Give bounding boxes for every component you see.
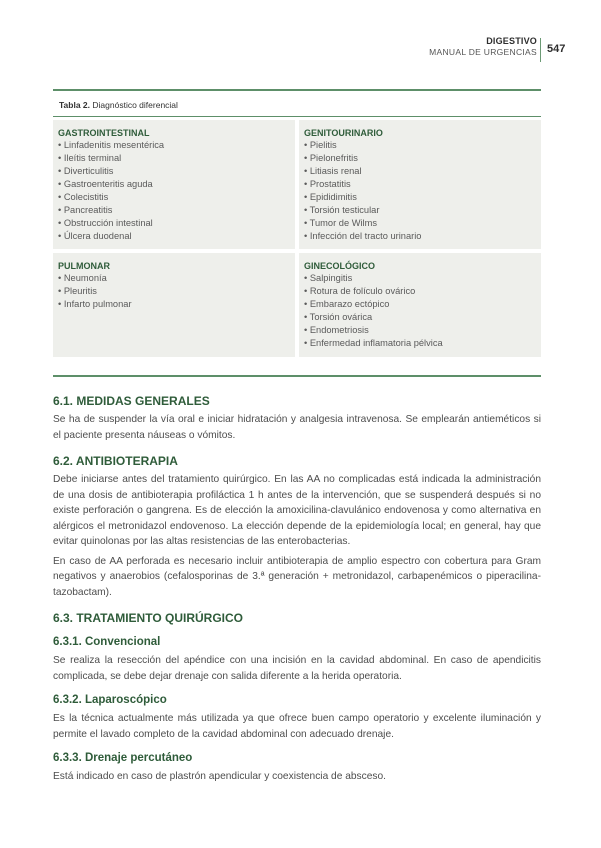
list-item: • Rotura de folículo ovárico (304, 285, 536, 298)
list-item: • Torsión testicular (304, 204, 536, 217)
section-heading-6-1: 6.1. MEDIDAS GENERALES (53, 394, 210, 408)
list-item: • Prostatitis (304, 178, 536, 191)
list-item: • Epididimitis (304, 191, 536, 204)
section-heading-6-3: 6.3. TRATAMIENTO QUIRÚRGICO (53, 611, 244, 625)
cell-list (304, 139, 536, 243)
list-item: • Diverticulitis (58, 165, 290, 178)
table-caption (59, 100, 178, 110)
list-item: • Neumonía (58, 272, 290, 285)
list-item: • Tumor de Wilms (304, 217, 536, 230)
list-item: • Infección del tracto urinario (304, 230, 536, 243)
table-label: Tabla 2. (59, 100, 91, 110)
page-number: 547 (547, 43, 566, 55)
table-bottom-rule (53, 375, 541, 377)
list-item: • Gastroenteritis aguda (58, 178, 290, 191)
list-item: • Enfermedad inflamatoria pélvica (304, 337, 536, 350)
table-title: Diagnóstico diferencial (92, 100, 178, 110)
cell-heading: GINECOLÓGICO (304, 261, 376, 271)
table-caption-rule (53, 116, 541, 117)
list-item: • Pancreatitis (58, 204, 290, 217)
list-item: • Obstrucción intestinal (58, 217, 290, 230)
cell-list (58, 139, 290, 243)
list-item: • Pleuritis (58, 285, 290, 298)
list-item: • Pielitis (304, 139, 536, 152)
table-cell-gastrointestinal (53, 120, 295, 249)
subsection-heading-6-3-2: 6.3.2. Laparoscópico (53, 694, 167, 706)
cell-list (304, 272, 536, 350)
table-cell-pulmonar (53, 253, 295, 357)
running-header (429, 36, 537, 57)
subsection-heading-6-3-1: 6.3.1. Convencional (53, 636, 161, 648)
paragraph: En caso de AA perforada es necesario incluir antibioterapia de amplio espectro con cobertura para Gram negativos y anaerobios (cefalosporinas de 3.ª generación + metronidazol, carbapenémicos o piperacilina-tazobactam). (53, 555, 541, 598)
list-item: • Pielonefritis (304, 152, 536, 165)
cell-heading: GENITOURINARIO (304, 128, 383, 138)
header-divider (540, 38, 541, 62)
differential-table (53, 120, 541, 357)
list-item: • Salpingitis (304, 272, 536, 285)
section-heading-6-2: 6.2. ANTIBIOTERAPIA (53, 454, 178, 468)
table-cell-ginecologico (299, 253, 541, 357)
cell-list (58, 272, 290, 311)
list-item: • Úlcera duodenal (58, 230, 290, 243)
cell-heading: GASTROINTESTINAL (58, 128, 150, 138)
paragraph: Debe iniciarse antes del tratamiento quirúrgico. En las AA no complicadas está indicada la administración de una dosis de antibioterapia profiláctica 1 h antes de la intervención, que se suspenderá después si no existe perforación o gangrena. Es de elección la amoxicilina-clavulánico endovenosa y como alternativa en alérgicos el metronidazol endovenoso. La elección depende de la epidemiología local; en general, hay que evitar quinolonas por las altas resistencias de las enterobacterias. (53, 474, 541, 547)
list-item: • Endometriosis (304, 324, 536, 337)
paragraph: Se realiza la resección del apéndice con una incisión en la cavidad abdominal. En caso de apendicitis complicada, se debe dejar drenaje con salida diferente a la herida operatoria. (53, 655, 541, 682)
list-item: • Ileítis terminal (58, 152, 290, 165)
list-item: • Litiasis renal (304, 165, 536, 178)
list-item: • Linfadenitis mesentérica (58, 139, 290, 152)
subsection-heading-6-3-3: 6.3.3. Drenaje percutáneo (53, 752, 193, 764)
paragraph: Se ha de suspender la vía oral e iniciar hidratación y analgesia intravenosa. Se emplearán antieméticos si el paciente presenta náuseas o vómitos. (53, 414, 541, 441)
list-item: • Embarazo ectópico (304, 298, 536, 311)
table-cell-genitourinario (299, 120, 541, 249)
header-subtitle: MANUAL DE URGENCIAS (429, 46, 537, 57)
paragraph: Es la técnica actualmente más utilizada ya que ofrece buen campo operatorio y excelente iluminación y permite el lavado completo de la cavidad abdominal con adecuado drenaje. (53, 713, 541, 740)
cell-heading: PULMONAR (58, 261, 110, 271)
header-section: DIGESTIVO (486, 36, 537, 46)
table-top-rule (53, 89, 541, 91)
body-text (53, 393, 541, 789)
list-item: • Torsión ovárica (304, 311, 536, 324)
list-item: • Colecistitis (58, 191, 290, 204)
list-item: • Infarto pulmonar (58, 298, 290, 311)
paragraph: Está indicado en caso de plastrón apendicular y coexistencia de absceso. (53, 771, 386, 782)
